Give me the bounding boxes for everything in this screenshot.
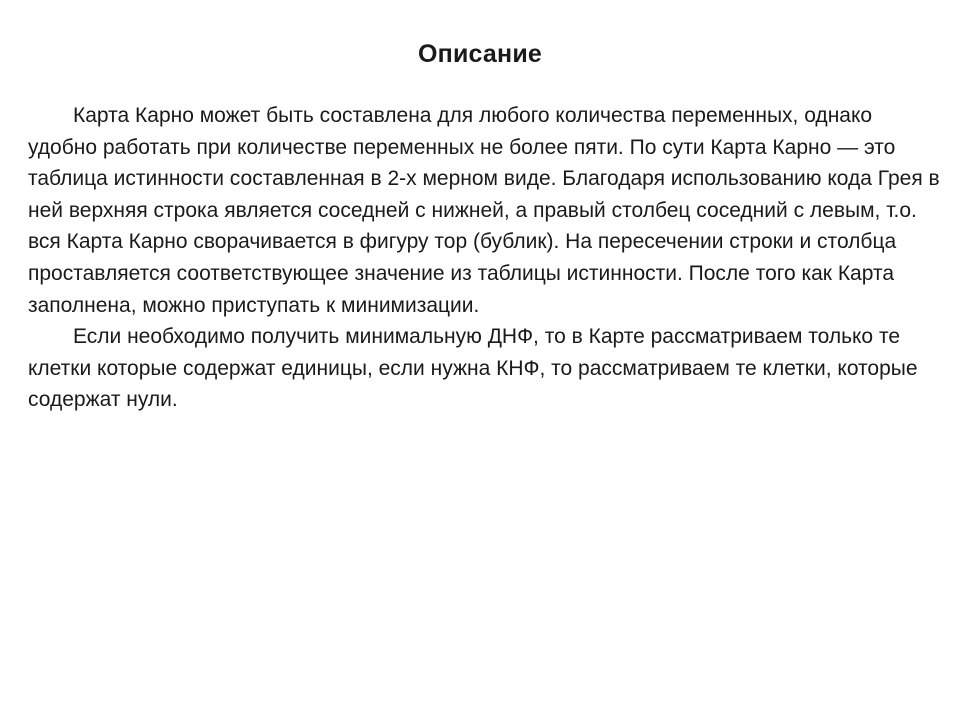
slide-body: [28, 100, 940, 416]
slide-title: Описание: [418, 40, 542, 68]
paragraph-dnf-cnf-minimization: Если необходимо получить минимальную ДНФ, то в Карте рассматриваем только те клетки которые содержат единицы, если нужна КНФ, то рассматриваем те клетки, которые содержат нули.: [28, 325, 918, 412]
paragraph-karnaugh-map-description: Карта Карно может быть составлена для любого количества переменных, однако удобно работать при количестве переменных не более пяти. По сути Карта Карно — это таблица истинности составленная в 2-х мерном виде. Благодаря использованию кода Грея в ней верхняя строка является соседней с нижней, а правый столбец соседний с левым, т.о. вся Карта Карно сворачивается в фигуру тор (бублик). На пересечении строки и столбца проставляется соответствующее значение из таблицы истинности. После того как Карта заполнена, можно приступать к минимизации.: [28, 104, 940, 317]
